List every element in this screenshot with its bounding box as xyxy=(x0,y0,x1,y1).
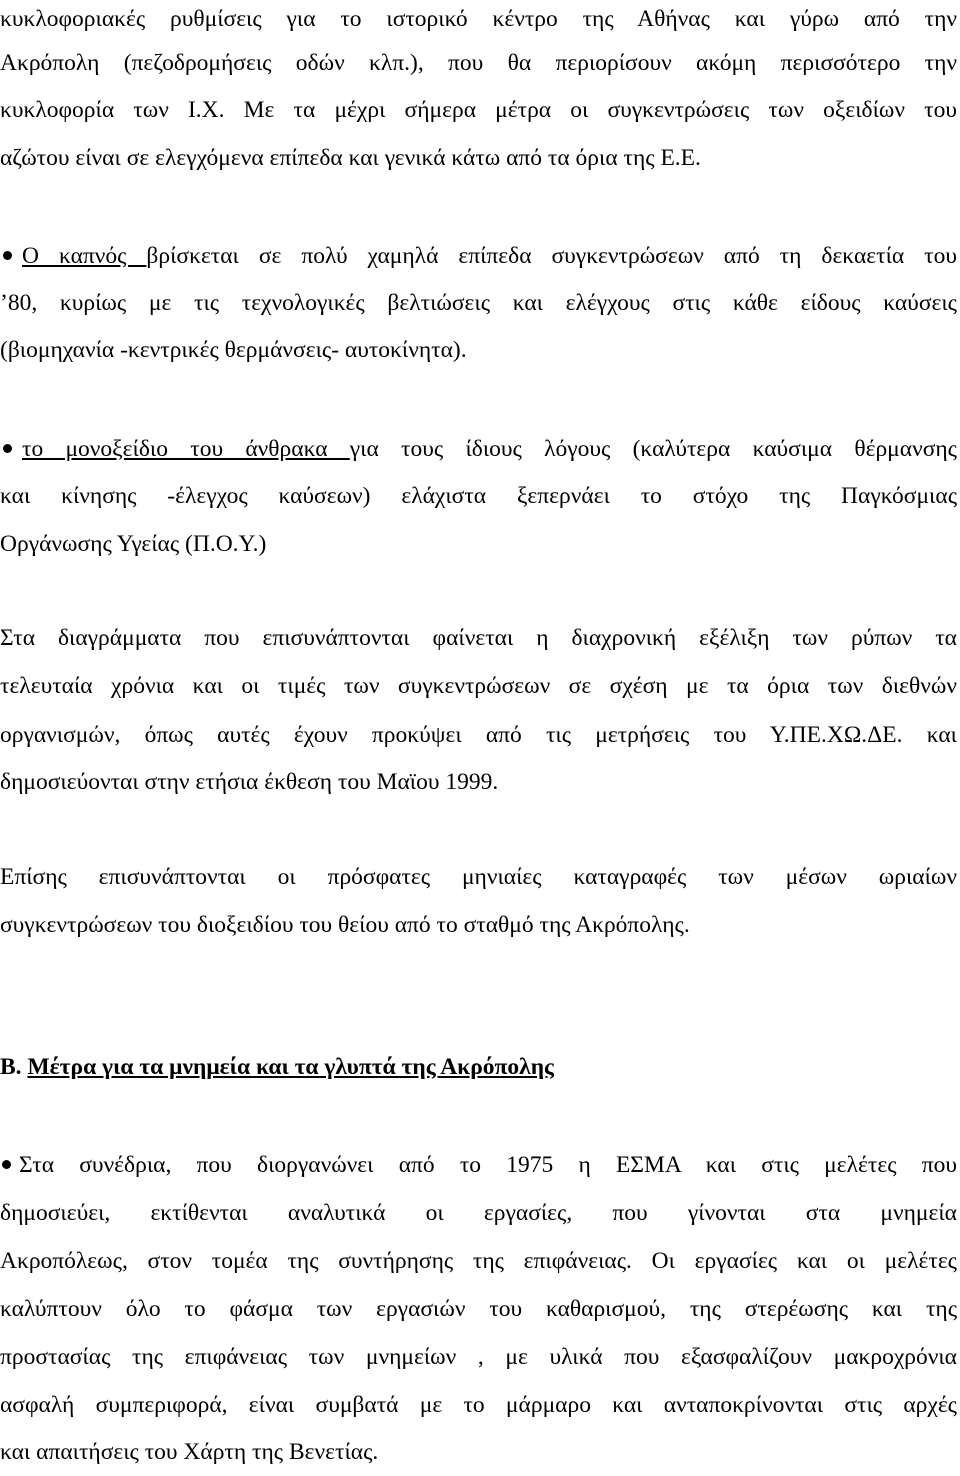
text-line: Ακροπόλεως, στον τομέα της συντήρησης της επιφάνειας. Οι εργασίες και οι μελέτες xyxy=(0,1248,957,1274)
text-line: Ακρόπολη (πεζοδρομήσεις οδών κλπ.), που θα περιορίσουν ακόμη περισσότερο την xyxy=(0,50,957,76)
text-line: Επίσης επισυνάπτονται οι πρόσφατες μηνιαίες καταγραφές των μέσων ωριαίων xyxy=(0,864,957,890)
text-line xyxy=(0,232,957,280)
text-line: καλύπτουν όλο το φάσμα των εργασιών του καθαρισμού, της στερέωσης και της xyxy=(0,1296,957,1322)
text-line: αζώτου είναι σε ελεγχόμενα επίπεδα και γενικά κάτω από τα όρια της Ε.Ε. xyxy=(0,145,701,171)
bullet-icon xyxy=(3,444,12,453)
text-line: Στα διαγράμματα που επισυνάπτονται φαίνεται η διαχρονική εξέλιξη των ρύπων τα xyxy=(0,625,957,651)
text-line: συγκεντρώσεων του διοξειδίου του θείου από το σταθμό της Ακρόπολης. xyxy=(0,912,690,938)
bullet-icon xyxy=(2,1160,11,1169)
underlined-term: Ο καπνός xyxy=(22,243,147,269)
text-line xyxy=(0,1141,957,1189)
text-line: (βιομηχανία -κεντρικές θερμάνσεις- αυτοκίνητα). xyxy=(0,337,467,363)
text-line xyxy=(0,425,957,473)
text-line: δημοσιεύονται στην ετήσια έκθεση του Μαϊου 1999. xyxy=(0,769,499,795)
text-line: προστασίας της επιφάνειας των μνημείων , με υλικά που εξασφαλίζουν μακροχρόνια xyxy=(0,1344,957,1370)
section-title: Μέτρα για τα μνημεία και τα γλυπτά της Ακρόπολης xyxy=(27,1054,554,1080)
text-span: βρίσκεται σε πολύ χαμηλά επίπεδα συγκεντρώσεων από τη δεκαετία του xyxy=(146,243,958,269)
text-line: και απαιτήσεις του Χάρτη της Βενετίας. xyxy=(0,1439,379,1465)
text-line: Οργάνωσης Υγείας (Π.Ο.Υ.) xyxy=(0,531,267,557)
text-line: δημοσιεύει, εκτίθενται αναλυτικά οι εργασίες, που γίνονται στα μνημεία xyxy=(0,1200,957,1226)
text-line: και κίνησης -έλεγχος καύσεων) ελάχιστα ξεπερνάει το στόχο της Παγκόσμιας xyxy=(0,483,957,509)
section-heading xyxy=(0,1043,554,1091)
text-line: τελευταία χρόνια και οι τιμές των συγκεντρώσεων σε σχέση με τα όρια των διεθνών xyxy=(0,673,957,699)
text-line: οργανισμών, όπως αυτές έχουν προκύψει από τις μετρήσεις του Υ.ΠΕ.ΧΩ.ΔΕ. και xyxy=(0,722,957,748)
text-line: ασφαλή συμπεριφορά, είναι συμβατά με το μάρμαρο και ανταποκρίνονται στις αρχές xyxy=(0,1392,957,1418)
text-line: κυκλοφοριακές ρυθμίσεις για το ιστορικό κέντρο της Αθήνας και γύρω από την xyxy=(0,6,957,32)
text-line: ’80, κυρίως με τις τεχνολογικές βελτιώσεις και ελέγχους στις κάθε είδους καύσεις xyxy=(0,290,957,316)
section-number: Β. xyxy=(0,1054,28,1080)
text-span: για τους ίδιους λόγους (καλύτερα καύσιμα θέρμανσης xyxy=(349,436,957,462)
text-line: κυκλοφορία των Ι.Χ. Με τα μέχρι σήμερα μέτρα οι συγκεντρώσεις των οξειδίων του xyxy=(0,97,957,123)
underlined-term: το μονοξείδιο του άνθρακα xyxy=(22,436,350,462)
bullet-icon xyxy=(3,251,12,260)
text-span: Στα συνέδρια, που διοργανώνει από το 1975 η ΕΣΜΑ και στις μελέτες που xyxy=(19,1152,957,1178)
